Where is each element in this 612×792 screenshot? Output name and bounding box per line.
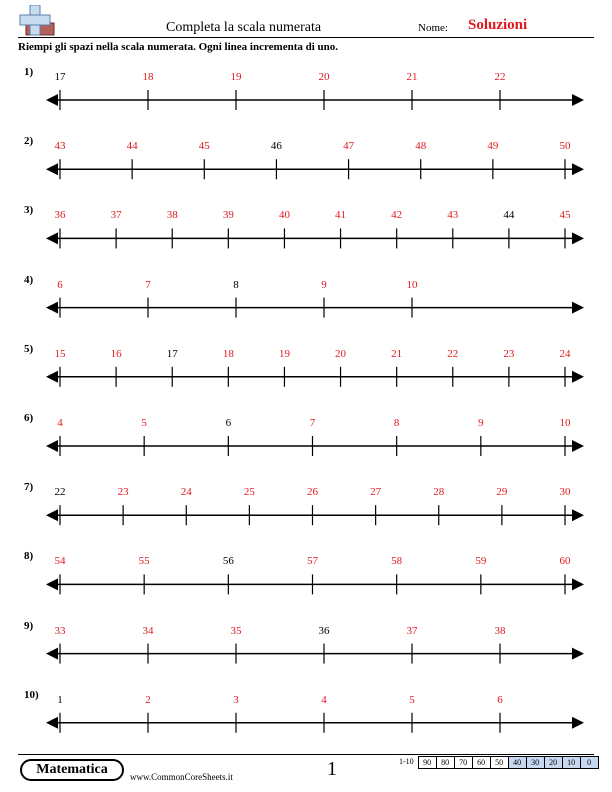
problem-number: 10): [24, 688, 39, 701]
answer-value: 60: [559, 555, 571, 568]
answer-value: 15: [54, 347, 66, 360]
name-label: Nome:: [418, 22, 448, 34]
answer-value: 25: [243, 486, 255, 499]
answer-value: 42: [391, 209, 403, 222]
score-cell: 90: [418, 756, 437, 769]
answer-value: 18: [142, 71, 154, 83]
answer-value: 7: [145, 278, 151, 291]
answer-value: 29: [496, 486, 508, 499]
answer-value: 47: [343, 140, 355, 153]
answer-value: 21: [406, 71, 418, 83]
answer-value: 37: [110, 209, 122, 222]
answer-value: 6: [497, 693, 503, 706]
problem-number: 6): [24, 412, 34, 424]
answer-value: 41: [335, 209, 347, 222]
problem-number: 2): [24, 135, 34, 148]
answer-value: 50: [559, 140, 571, 153]
arrow-right-icon: [572, 717, 584, 729]
answer-value: 55: [138, 555, 150, 568]
answer-value: 40: [278, 209, 290, 222]
problem-number: 8): [24, 550, 34, 563]
answer-value: 38: [494, 624, 506, 637]
answer-value: 16: [110, 347, 122, 360]
answer-value: 36: [54, 209, 66, 222]
name-value: Soluzioni: [468, 17, 528, 33]
score-cell: 60: [473, 756, 491, 769]
given-value: 36: [318, 624, 330, 637]
answer-value: 9: [321, 278, 327, 291]
answer-value: 18: [222, 347, 234, 360]
instructions: Riempi gli spazi nella scala numerata. Ogni linea incrementa di uno.: [18, 41, 339, 53]
score-cell: 0: [581, 756, 599, 769]
given-value: 44: [503, 209, 515, 222]
answer-value: 34: [142, 624, 154, 637]
answer-value: 44: [126, 140, 138, 153]
answer-value: 26: [307, 486, 318, 499]
problem-number: 4): [24, 273, 34, 286]
answer-value: 33: [54, 624, 66, 637]
problem-number: 5): [24, 342, 34, 355]
answer-value: 21: [391, 347, 403, 360]
score-cell: 70: [455, 756, 473, 769]
score-table: [396, 756, 599, 769]
answer-value: 8: [393, 417, 400, 429]
given-value: 17: [54, 71, 66, 83]
answer-value: 45: [559, 209, 571, 222]
answer-value: 5: [409, 693, 415, 706]
problem-number: 1): [24, 66, 34, 78]
answer-value: 20: [318, 71, 330, 83]
arrow-left-icon: [46, 717, 58, 729]
answer-value: 5: [141, 417, 147, 429]
answer-value: 10: [559, 417, 571, 429]
answer-value: 22: [447, 347, 459, 360]
score-cell: 10: [563, 756, 581, 769]
answer-value: 35: [230, 624, 242, 637]
answer-value: 6: [57, 278, 63, 291]
answer-value: 48: [415, 140, 427, 153]
answer-value: 27: [370, 486, 382, 499]
answer-value: 43: [447, 209, 459, 222]
answer-value: 19: [278, 347, 290, 360]
answer-value: 39: [222, 209, 234, 222]
answer-value: 49: [487, 140, 499, 153]
answer-value: 4: [321, 693, 327, 706]
problem-number: 9): [24, 619, 34, 632]
answer-value: 24: [180, 486, 192, 499]
answer-value: 4: [57, 417, 63, 429]
answer-value: 45: [198, 140, 210, 153]
answer-value: 54: [54, 555, 66, 568]
score-cell: 30: [527, 756, 545, 769]
given-value: 22: [54, 486, 66, 499]
answer-value: 9: [478, 417, 484, 429]
answer-value: 23: [503, 347, 515, 360]
answer-value: 10: [406, 278, 418, 291]
answer-value: 3: [233, 693, 239, 706]
given-value: 6: [225, 417, 232, 429]
answer-value: 2: [145, 693, 151, 706]
worksheet-title: Completa la scala numerata: [166, 20, 322, 35]
score-cell: 40: [509, 756, 527, 769]
score-cell: 50: [491, 756, 509, 769]
brand-badge: Matematica: [20, 759, 124, 781]
page-number: 1: [327, 758, 337, 780]
given-value: 1: [57, 693, 63, 706]
footer-divider: [18, 754, 594, 755]
site-url: www.CommonCoreSheets.it: [130, 772, 233, 782]
answer-value: 58: [391, 555, 403, 568]
given-value: 56: [222, 555, 234, 568]
answer-value: 7: [309, 417, 316, 429]
problem-number: 7): [24, 481, 34, 494]
answer-value: 30: [559, 486, 571, 499]
score-cell: 80: [437, 756, 455, 769]
answer-value: 43: [54, 140, 66, 153]
answer-value: 20: [335, 347, 347, 360]
score-label: 1-10: [399, 757, 414, 766]
answer-value: 57: [307, 555, 318, 568]
answer-value: 28: [433, 486, 445, 499]
answer-value: 19: [230, 71, 242, 83]
answer-value: 22: [494, 71, 506, 83]
given-value: 8: [233, 278, 239, 291]
given-value: 46: [270, 140, 282, 153]
answer-value: 23: [117, 486, 129, 499]
problem-number: 3): [24, 204, 34, 217]
answer-value: 24: [559, 347, 571, 360]
answer-value: 37: [406, 624, 418, 637]
score-cell: 20: [545, 756, 563, 769]
answer-value: 59: [475, 555, 487, 568]
answer-value: 38: [166, 209, 178, 222]
given-value: 17: [166, 347, 178, 360]
